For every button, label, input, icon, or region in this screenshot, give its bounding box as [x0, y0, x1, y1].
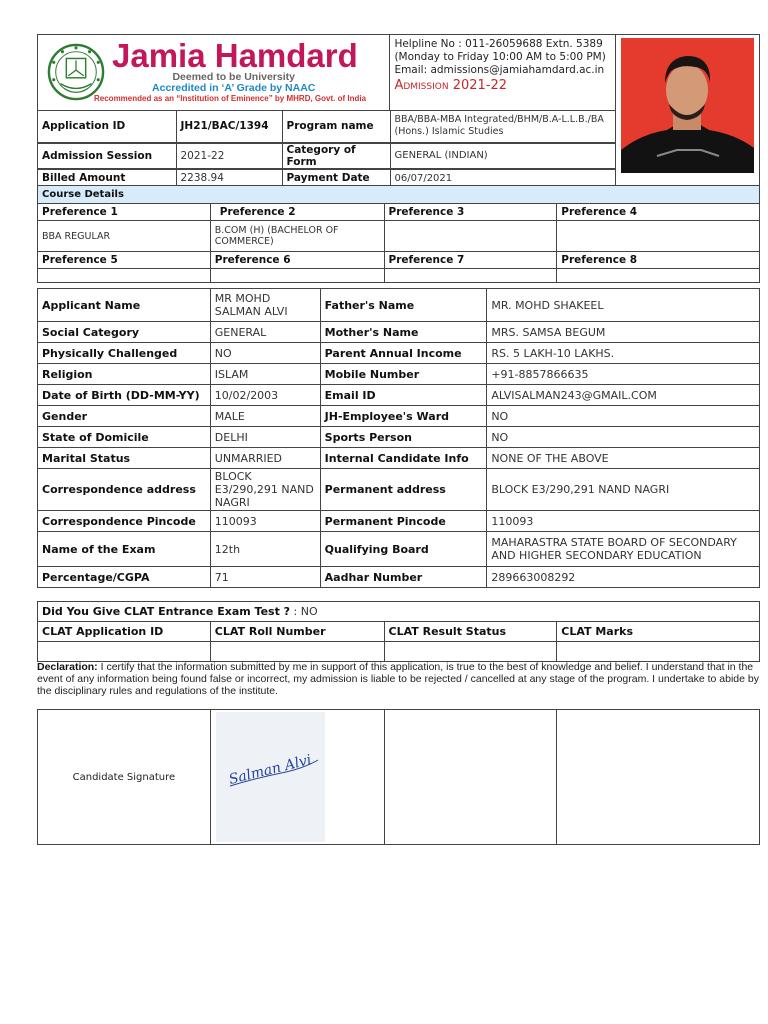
applicant-field-value: 289663008292	[487, 567, 760, 588]
admission-session-title: Admission 2021-22	[394, 78, 508, 93]
applicant-field-label: Sports Person	[320, 427, 487, 448]
applicant-field-value: MALE	[210, 406, 320, 427]
naac-accreditation-text: Accredited in ‘A’ Grade by NAAC	[152, 82, 316, 94]
applicant-field-value: 10/02/2003	[210, 385, 320, 406]
applicant-field-label: Aadhar Number	[320, 567, 487, 588]
applicant-field-value: ALVISALMAN243@GMAIL.COM	[487, 385, 760, 406]
applicant-field-value: 71	[210, 567, 320, 588]
clat-answer: : NO	[290, 605, 318, 618]
applicant-photo	[621, 38, 754, 173]
applicant-field-label: Correspondence address	[38, 469, 211, 511]
deemed-university-text: Deemed to be University	[172, 71, 295, 83]
applicant-field-value: 110093	[487, 511, 760, 532]
applicant-field-value: MAHARASTRA STATE BOARD OF SECONDARY AND HIGHER SECONDARY EDUCATION	[487, 532, 760, 567]
applicant-field-value: MR MOHD SALMAN ALVI	[210, 289, 320, 322]
office-hours-text: (Monday to Friday 10:00 AM to 5:00 PM)	[394, 51, 606, 63]
applicant-field-label: Social Category	[38, 322, 211, 343]
applicant-row	[38, 448, 760, 469]
pref-value: B.COM (H) (BACHELOR OF COMMERCE)	[210, 221, 384, 252]
billing-inner-table	[38, 170, 615, 187]
value-application-id: JH21/BAC/1394	[176, 111, 282, 142]
applicant-row	[38, 322, 760, 343]
admissions-email: Email: admissions@jamiahamdard.ac.in	[394, 64, 605, 76]
applicant-field-value: NO	[210, 343, 320, 364]
contact-info	[390, 35, 616, 111]
applicant-field-value: NONE OF THE ABOVE	[487, 448, 760, 469]
applicant-field-value: NO	[487, 406, 760, 427]
declaration	[37, 661, 760, 697]
clat-header: CLAT Roll Number	[210, 622, 384, 642]
label-payment-date: Payment Date	[282, 170, 390, 187]
pref-header: Preference 3	[384, 204, 557, 221]
applicant-field-label: Name of the Exam	[38, 532, 211, 567]
clat-header: CLAT Marks	[557, 622, 760, 642]
applicant-field-label: Correspondence Pincode	[38, 511, 211, 532]
applicant-field-value: GENERAL	[210, 322, 320, 343]
brand-name: Jamia Hamdard	[112, 37, 358, 74]
applicant-field-value: UNMARRIED	[210, 448, 320, 469]
applicant-row	[38, 567, 760, 588]
applicant-row	[38, 289, 760, 322]
value-category-of-form: GENERAL (INDIAN)	[390, 144, 615, 169]
applicant-row	[38, 343, 760, 364]
clat-question: Did You Give CLAT Entrance Exam Test ?	[42, 605, 291, 618]
course-details-table	[37, 185, 760, 283]
applicant-field-label: Mobile Number	[320, 364, 487, 385]
clat-value	[557, 642, 760, 662]
applicant-row	[38, 406, 760, 427]
applicant-row	[38, 511, 760, 532]
value-admission-session: 2021-22	[176, 144, 282, 169]
applicant-field-label: State of Domicile	[38, 427, 211, 448]
applicant-field-label: Physically Challenged	[38, 343, 211, 364]
applicant-field-label: Permanent Pincode	[320, 511, 487, 532]
pref-header: Preference 2	[210, 204, 384, 221]
applicant-rows	[38, 289, 760, 588]
pref-header: Preference 6	[210, 252, 384, 269]
label-billed-amount: Billed Amount	[38, 170, 176, 187]
pref-value	[384, 269, 557, 283]
value-billed-amount: 2238.94	[176, 170, 282, 187]
header-table	[37, 34, 760, 188]
pref-value	[38, 269, 211, 283]
pref-value	[557, 269, 760, 283]
declaration-text: I certify that the information submitted by me in support of this application, is true to the best of knowledge and belief. I understand that in the event of any information being found false or incorrect, my admission is liable to be rejected / cancelled at any stage of the program. I undertake to abide by the disciplinary rules and regulations of the institute.	[37, 661, 759, 697]
applicant-field-label: Permanent address	[320, 469, 487, 511]
applicant-row	[38, 532, 760, 567]
pref-header: Preference 1	[38, 204, 211, 221]
applicant-field-value: DELHI	[210, 427, 320, 448]
signature-stroke-icon	[226, 752, 321, 792]
pref-value	[557, 221, 760, 252]
applicant-row	[38, 364, 760, 385]
clat-table	[37, 601, 760, 662]
pref-value: BBA REGULAR	[38, 221, 211, 252]
session-inner-table	[38, 144, 615, 169]
pref-header: Preference 4	[557, 204, 760, 221]
value-program-name: BBA/BBA-MBA Integrated/BHM/B.A-L.L.B./BA (Hons.) Islamic Studies	[390, 111, 615, 142]
label-program-name: Program name	[282, 111, 390, 142]
signature-table	[37, 709, 760, 845]
applicant-field-label: Religion	[38, 364, 211, 385]
empty-cell	[557, 710, 760, 845]
applicant-field-value: BLOCK E3/290,291 NAND NAGRI	[487, 469, 760, 511]
clat-value	[210, 642, 384, 662]
signature-scribble: Salman Alvi	[227, 752, 313, 788]
clat-value	[38, 642, 211, 662]
label-application-id: Application ID	[38, 111, 176, 142]
photo-cell	[616, 35, 760, 188]
candidate-signature-label: Candidate Signature	[38, 710, 211, 845]
applicant-field-label: Father's Name	[320, 289, 487, 322]
applicant-field-label: JH-Employee's Ward	[320, 406, 487, 427]
applicant-field-label: Internal Candidate Info	[320, 448, 487, 469]
applicant-details-table	[37, 288, 760, 588]
applicant-row	[38, 427, 760, 448]
applicant-field-label: Gender	[38, 406, 211, 427]
pref-header: Preference 7	[384, 252, 557, 269]
label-category-of-form: Category of Form	[282, 144, 390, 169]
clat-header: CLAT Result Status	[384, 622, 557, 642]
declaration-label: Declaration:	[37, 661, 98, 673]
pref-header: Preference 8	[557, 252, 760, 269]
logo-block	[38, 35, 390, 111]
applicant-field-value: RS. 5 LAKH-10 LAKHS.	[487, 343, 760, 364]
clat-question-row	[38, 602, 760, 622]
pref-value	[384, 221, 557, 252]
applicant-field-label: Applicant Name	[38, 289, 211, 322]
applicant-row	[38, 385, 760, 406]
applicant-field-label: Mother's Name	[320, 322, 487, 343]
applicant-field-label: Email ID	[320, 385, 487, 406]
pref-value	[210, 269, 384, 283]
course-details-title: Course Details	[38, 186, 760, 204]
applicant-field-value: NO	[487, 427, 760, 448]
applicant-field-value: MR. MOHD SHAKEEL	[487, 289, 760, 322]
applicant-field-value: +91-8857866635	[487, 364, 760, 385]
applicant-field-label: Parent Annual Income	[320, 343, 487, 364]
applicant-field-label: Qualifying Board	[320, 532, 487, 567]
signature-image-cell	[210, 710, 384, 845]
applicant-field-value: BLOCK E3/290,291 NAND NAGRI	[210, 469, 320, 511]
applicant-field-value: ISLAM	[210, 364, 320, 385]
applicant-field-label: Percentage/CGPA	[38, 567, 211, 588]
application-inner-table	[38, 111, 615, 143]
label-admission-session: Admission Session	[38, 144, 176, 169]
applicant-field-label: Date of Birth (DD-MM-YY)	[38, 385, 211, 406]
signature-image	[216, 712, 325, 842]
pref-header: Preference 5	[38, 252, 211, 269]
empty-cell	[384, 710, 557, 845]
applicant-field-value: 110093	[210, 511, 320, 532]
clat-header: CLAT Application ID	[38, 622, 211, 642]
applicant-field-value: 12th	[210, 532, 320, 567]
value-payment-date: 06/07/2021	[390, 170, 615, 187]
clat-value	[384, 642, 557, 662]
recommendation-text: Recommended as an “Institution of Eminence” by MHRD, Govt. of India	[94, 94, 367, 103]
applicant-portrait-icon	[621, 38, 754, 173]
applicant-field-value: MRS. SAMSA BEGUM	[487, 322, 760, 343]
applicant-row	[38, 469, 760, 511]
helpline-text: Helpline No : 011-26059688 Extn. 5389	[394, 38, 603, 50]
applicant-field-label: Marital Status	[38, 448, 211, 469]
